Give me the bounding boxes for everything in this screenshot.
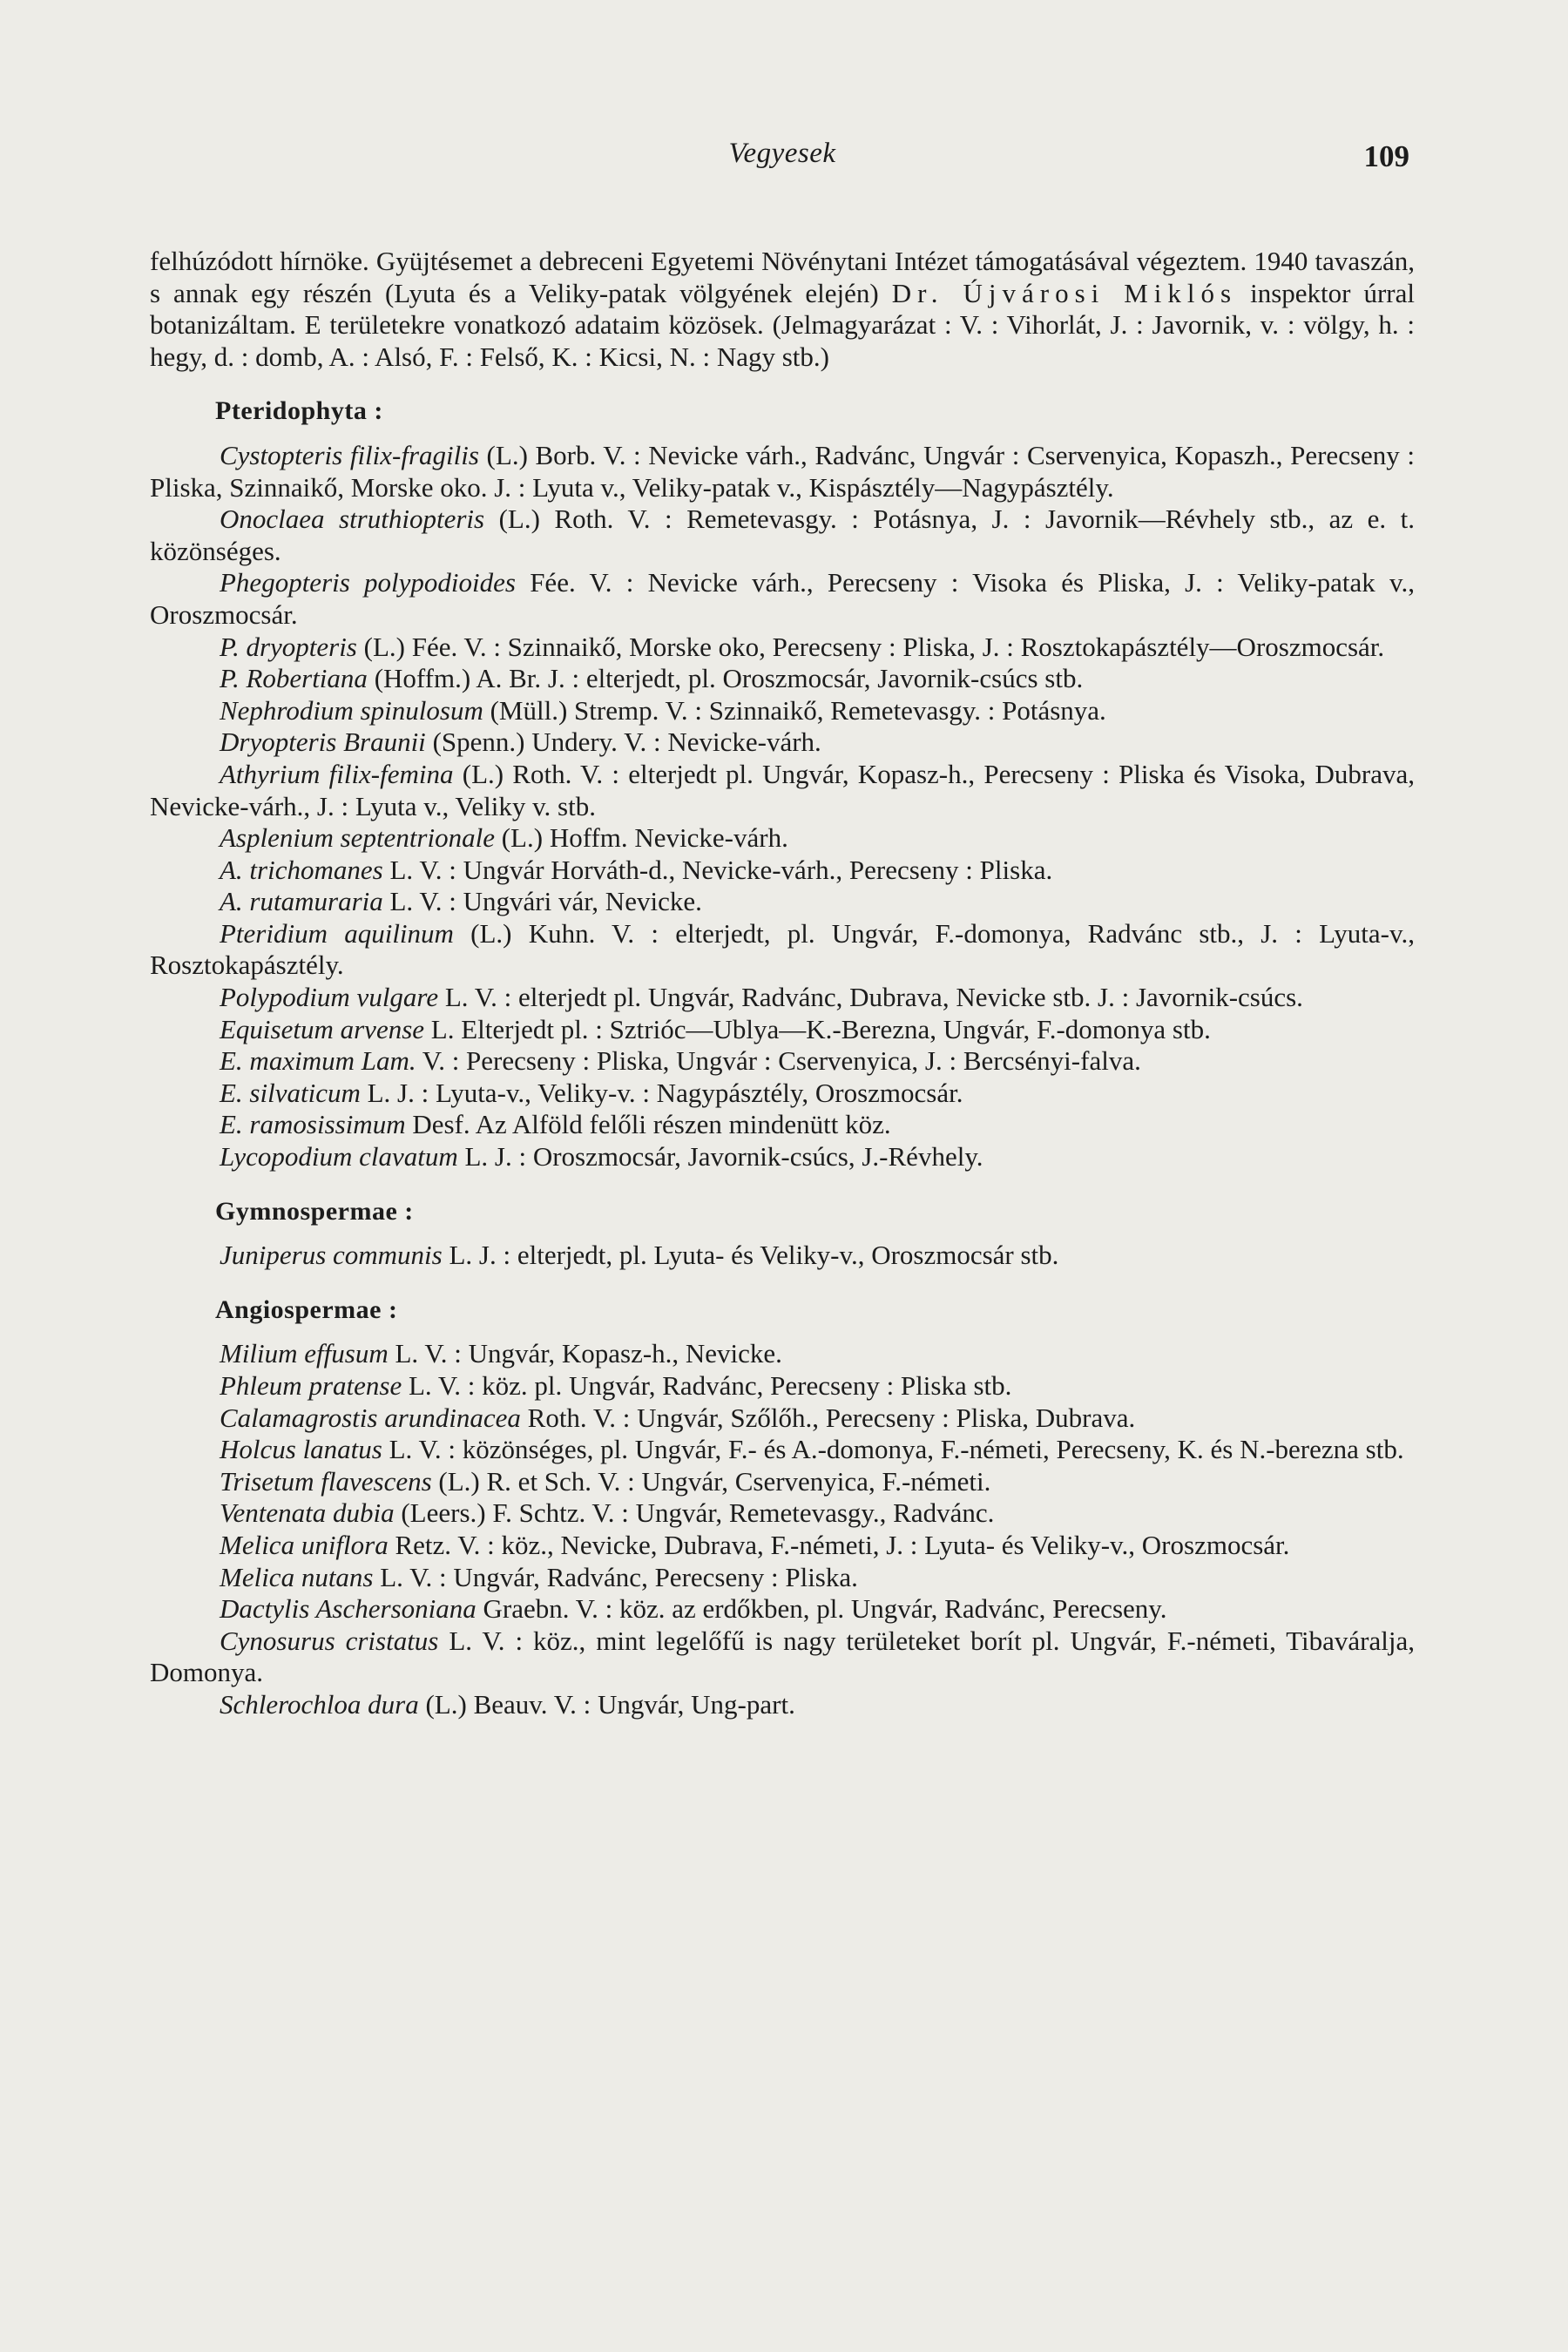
species-details: (Müll.) Stremp. V. : Szinnaikő, Remetevasgy. : Potásnya. [483, 694, 1106, 726]
species-entry [150, 695, 1415, 727]
species-details: L. V. : Ungvár Horváth-d., Nevicke-várh., Perecseny : Pliska. [382, 854, 1053, 885]
species-name: Schlerochloa dura [220, 1688, 419, 1720]
species-entry [150, 855, 1415, 887]
species-entry [150, 1689, 1415, 1721]
species-entry [150, 1562, 1415, 1594]
species-details: Retz. V. : köz., Nevicke, Dubrava, F.-németi, J. : Lyuta- és Veliky-v., Oroszmocsár. [388, 1529, 1290, 1560]
species-name: Polypodium vulgare [220, 982, 439, 1013]
intro-spaced-name: Dr. Újvárosi Miklós [891, 277, 1238, 308]
species-name: Phleum pratense [220, 1370, 402, 1401]
species-details: L. V. : köz. pl. Ungvár, Radvánc, Perecseny : Pliska stb. [402, 1370, 1012, 1401]
page-header [150, 138, 1415, 181]
species-entry [150, 1338, 1415, 1370]
species-name: A. trichomanes [220, 854, 383, 885]
running-head: Vegyesek [728, 138, 836, 169]
species-entry [150, 440, 1415, 504]
page-number: 109 [1363, 139, 1409, 173]
species-name: Milium effusum [220, 1338, 389, 1369]
species-entry [150, 663, 1415, 695]
page-body [150, 246, 1415, 1721]
species-entry [150, 632, 1415, 664]
species-name: E. silvaticum [220, 1077, 361, 1108]
species-entry [150, 1078, 1415, 1110]
species-entry [150, 1466, 1415, 1498]
species-details: (Hoffm.) A. Br. J. : elterjedt, pl. Oroszmocsár, Javornik-csúcs stb. [367, 663, 1084, 694]
species-entry [150, 1240, 1415, 1272]
species-name: Juniperus communis [220, 1240, 443, 1271]
species-details: (L.) Roth. V. : elterjedt pl. Ungvár, Kopasz-h., Perecseny : Pliska és Visoka, Dubrava, Nevicke-várh., J. : Lyuta v., Veliky v. stb. [150, 758, 1415, 821]
species-name: Asplenium septentrionale [220, 822, 495, 854]
species-details: Fée. V. : Nevicke várh., Perecseny : Visoka és Pliska, J. : Veliky-patak v., Oroszmocsár. [150, 567, 1415, 630]
species-details: L. V. : közönséges, pl. Ungvár, F.- és A.-domonya, F.-németi, Perecseny, K. és N.-berezna stb. [382, 1434, 1404, 1465]
species-entry [150, 982, 1415, 1014]
species-details: (L.) Fée. V. : Szinnaikő, Morske oko, Perecseny : Pliska, J. : Rosztokapásztély—Oroszmocsár. [356, 631, 1385, 662]
species-details: L. J. : Oroszmocsár, Javornik-csúcs, J.-Révhely. [457, 1141, 983, 1173]
section-angiospermae [150, 1294, 1415, 1721]
section-gymnospermae [150, 1196, 1415, 1272]
species-name: Phegopteris polypodioides [220, 567, 516, 598]
species-entry [150, 1530, 1415, 1562]
species-details: L. J. : Lyuta-v., Veliky-v. : Nagypásztély, Oroszmocsár. [360, 1077, 963, 1108]
species-name: Pteridium aquilinum [220, 917, 454, 949]
species-details: (L.) Beauv. V. : Ungvár, Ung-part. [418, 1688, 795, 1720]
species-entry [150, 1109, 1415, 1141]
species-name: Athyrium filix-femina [220, 758, 454, 789]
species-entry [150, 1497, 1415, 1530]
species-name: Ventenata dubia [220, 1497, 395, 1529]
species-details: Roth. V. : Ungvár, Szőlőh., Perecseny : Pliska, Dubrava. [520, 1402, 1136, 1433]
species-name: Onoclaea struthiopteris [220, 504, 485, 535]
species-details: L. V. : elterjedt pl. Ungvár, Radvánc, Dubrava, Nevicke stb. J. : Javornik-csúcs. [438, 982, 1303, 1013]
species-details: Graebn. V. : köz. az erdőkben, pl. Ungvár, Radvánc, Perecseny. [476, 1593, 1167, 1625]
species-name: Nephrodium spinulosum [220, 694, 483, 726]
species-entry [150, 1370, 1415, 1402]
species-details: (Leers.) F. Schtz. V. : Ungvár, Remetevasgy., Radvánc. [394, 1497, 995, 1529]
species-name: E. maximum Lam. [220, 1045, 416, 1077]
species-name: Melica nutans [220, 1561, 374, 1592]
section-heading: Gymnospermae : [215, 1196, 414, 1226]
species-details: L. V. : Ungvár, Kopasz-h., Nevicke. [388, 1338, 782, 1369]
species-entry [150, 727, 1415, 759]
species-name: A. rutamuraria [220, 886, 383, 917]
species-name: P. Robertiana [220, 663, 368, 694]
species-details: (L.) Hoffm. Nevicke-várh. [494, 822, 788, 854]
species-details: L. Elterjedt pl. : Sztrióc—Ublya—K.-Berezna, Ungvár, F.-domonya stb. [424, 1013, 1211, 1044]
species-entry [150, 759, 1415, 822]
species-entry [150, 1625, 1415, 1689]
section-heading: Pteridophyta : [215, 396, 383, 426]
species-details: L. V. : Ungvári vár, Nevicke. [382, 886, 702, 917]
species-entry [150, 504, 1415, 567]
species-details: Desf. Az Alföld felőli részen mindenütt köz. [405, 1109, 891, 1140]
intro-text-part2: inspektor úrral botanizáltam. E területekre vonatkozó adataim közösek. (Jelmagyarázat : V. : Vihorlát, J. : Javornik, v. : völgy, h. : hegy, d. : domb, A. : Alsó, F. : Felső, K. : Kicsi, N. : Nagy stb.) [150, 277, 1415, 372]
species-details: V. : Perecseny : Pliska, Ungvár : Cservenyica, J. : Bercsényi-falva. [416, 1045, 1141, 1077]
species-entry [150, 1045, 1415, 1078]
species-name: E. ramosissimum [220, 1109, 406, 1140]
species-entry [150, 567, 1415, 631]
species-name: Holcus lanatus [220, 1434, 382, 1465]
species-details: (L.) R. et Sch. V. : Ungvár, Cservenyica, F.-németi. [431, 1465, 991, 1497]
species-details: (L.) Roth. V. : Remetevasgy. : Potásnya, J. : Javornik—Révhely stb., az e. t. közönséges. [150, 504, 1415, 566]
species-entry [150, 886, 1415, 918]
species-details: L. V. : Ungvár, Radvánc, Perecseny : Pliska. [373, 1561, 858, 1592]
species-name: P. dryopteris [220, 631, 357, 662]
species-name: Calamagrostis arundinacea [220, 1402, 521, 1433]
species-entry [150, 1402, 1415, 1435]
species-entry [150, 1434, 1415, 1466]
species-name: Cystopteris filix-fragilis [220, 439, 479, 470]
species-details: L. V. : köz., mint legelőfű is nagy területeket borít pl. Ungvár, F.-németi, Tibaváralja, Domonya. [150, 1625, 1416, 1688]
species-name: Dactylis Aschersoniana [220, 1593, 476, 1625]
species-name: Lycopodium clavatum [220, 1141, 458, 1173]
species-entry [150, 1593, 1415, 1625]
species-details: (L.) Borb. V. : Nevicke várh., Radvánc, Ungvár : Cservenyica, Kopaszh., Perecseny : Pliska, Szinnaikő, Morske oko. J. : Lyuta v., Veliky-patak v., Kispásztély—Nagypásztély. [150, 439, 1415, 503]
species-name: Equisetum arvense [220, 1013, 425, 1044]
species-name: Melica uniflora [220, 1529, 389, 1560]
section-pteridophyta [150, 395, 1415, 1173]
species-entry [150, 1141, 1415, 1173]
species-entry [150, 1014, 1415, 1046]
intro-text-part1: felhúzódott hírnöke. Gyüjtésemet a debreceni Egyetemi Növénytani Intézet támogatásával végeztem. 1940 tavaszán, s annak egy részén (Lyuta és a Veliky-patak völgyének elején) [150, 246, 1415, 308]
species-details: (L.) Kuhn. V. : elterjedt, pl. Ungvár, F.-domonya, Radvánc stb., J. : Lyuta-v., Rosztokapásztély. [150, 917, 1415, 981]
intro-paragraph [150, 246, 1415, 373]
species-entry [150, 918, 1415, 982]
section-heading: Angiospermae : [215, 1294, 398, 1324]
species-details: L. J. : elterjedt, pl. Lyuta- és Veliky-v., Oroszmocsár stb. [442, 1240, 1059, 1271]
species-sections [150, 395, 1415, 1720]
species-name: Dryopteris Braunii [220, 727, 426, 758]
species-name: Trisetum flavescens [220, 1465, 432, 1497]
species-details: (Spenn.) Undery. V. : Nevicke-várh. [425, 727, 821, 758]
species-name: Cynosurus cristatus [220, 1625, 439, 1656]
species-entry [150, 822, 1415, 855]
